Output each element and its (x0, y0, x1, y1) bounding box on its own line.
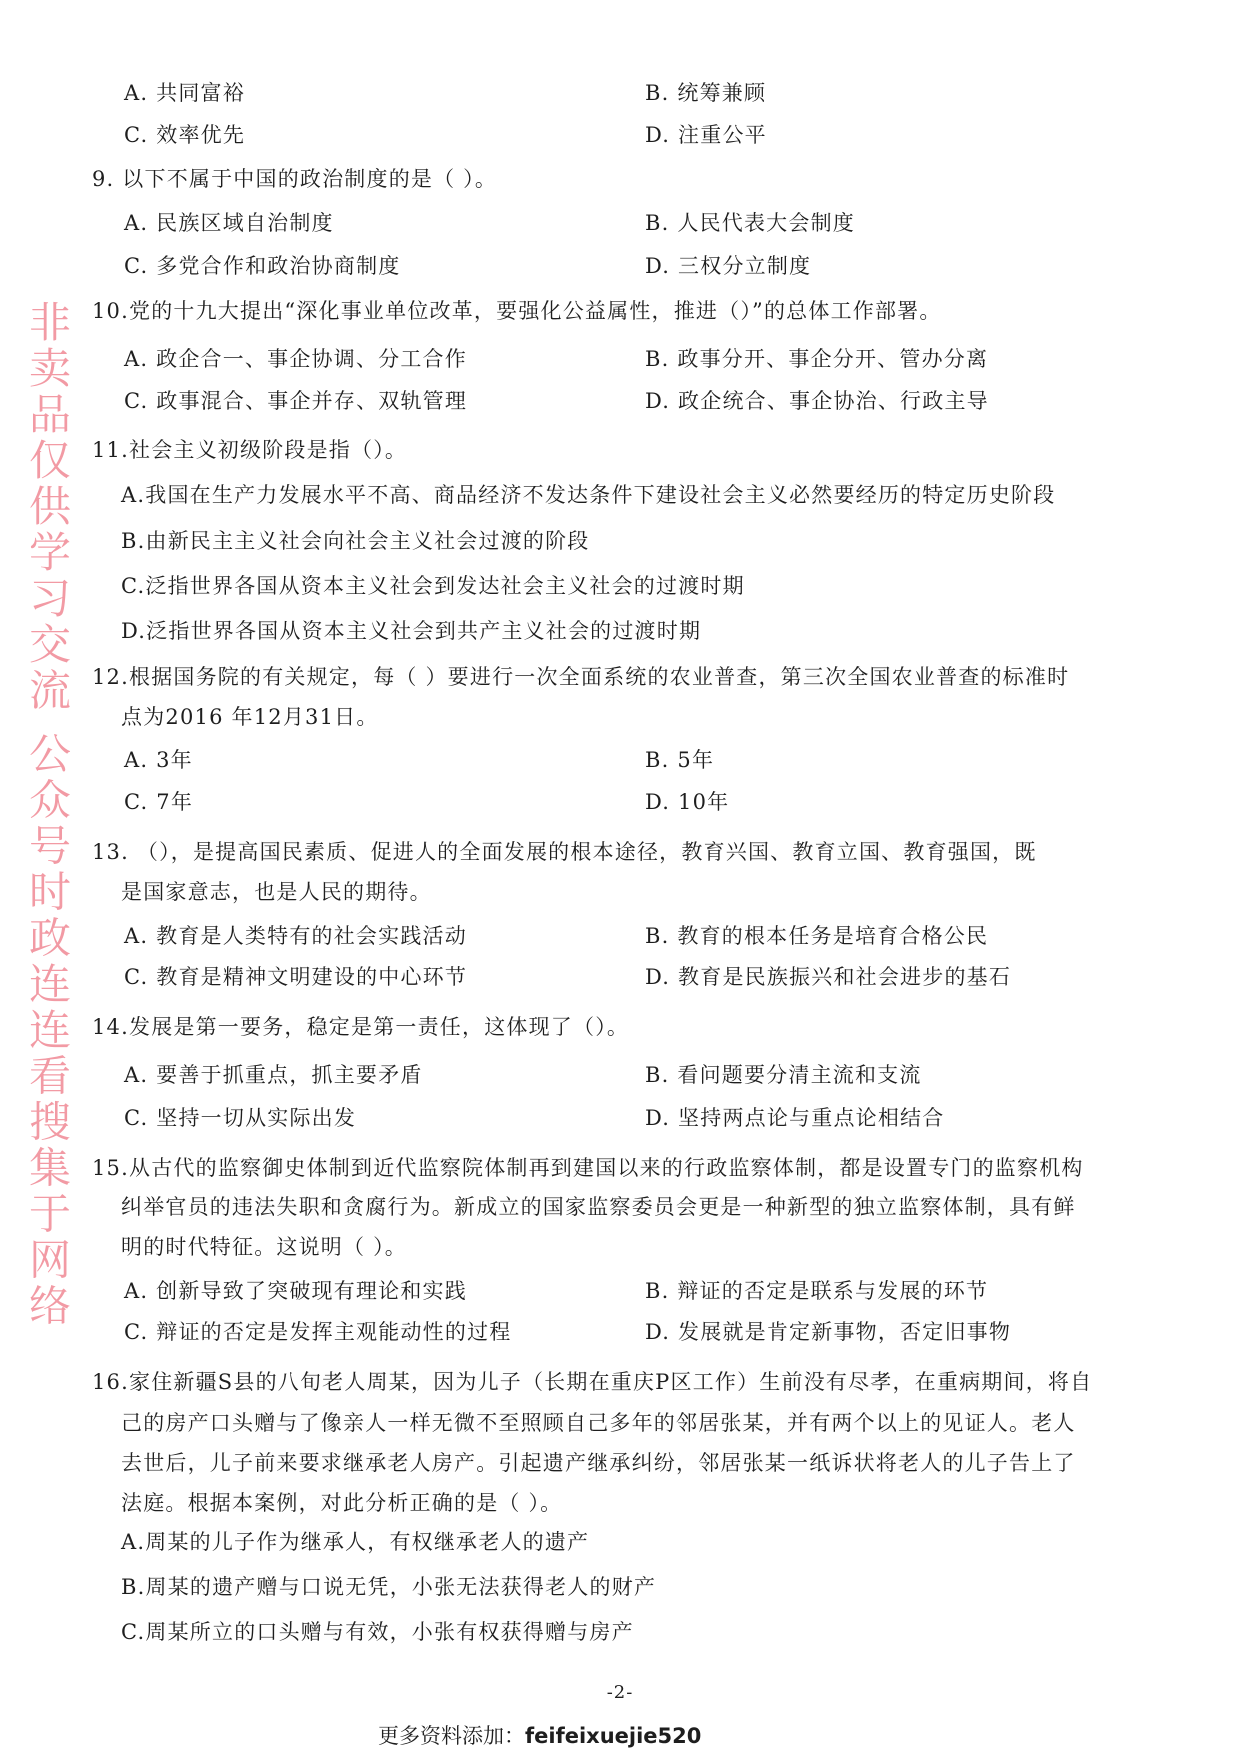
question-stem: 14.发展是第一要务，稳定是第一责任，这体现了（）。 (92, 1015, 630, 1039)
option-b: B. 政事分开、事企分开、管办分离 (645, 347, 989, 371)
option-d: D. 政企统合、事企协治、行政主导 (645, 389, 989, 413)
option-a: A. 政企合一、事企协调、分工合作 (124, 347, 467, 371)
option-d: D. 坚持两点论与重点论相结合 (645, 1106, 945, 1130)
option-d: D. 发展就是肯定新事物，否定旧事物 (645, 1320, 1012, 1344)
question-stem-line: 13. （），是提高国民素质、促进人的全面发展的根本途径，教育兴国、教育立国、教育强国，既 (92, 840, 1037, 864)
option-a: A. 共同富裕 (124, 81, 245, 105)
option-b: B. 人民代表大会制度 (645, 211, 855, 235)
option-a: A. 3年 (124, 748, 193, 772)
option-c: C. 坚持一切从实际出发 (124, 1106, 357, 1130)
question-stem-line: 纠举官员的违法失职和贪腐行为。新成立的国家监察委员会更是一种新型的独立监察体制，具有鲜 (121, 1195, 1076, 1219)
option-a: A. 民族区域自治制度 (124, 211, 334, 235)
option-c: C. 教育是精神文明建设的中心环节 (124, 965, 468, 989)
footer-label: 更多资料添加： (378, 1724, 525, 1748)
option-a: A. 要善于抓重点，抓主要矛盾 (124, 1063, 423, 1087)
option-c: C. 多党合作和政治协商制度 (124, 254, 401, 278)
question-stem-line: 12.根据国务院的有关规定，每（ ）要进行一次全面系统的农业普查，第三次全国农业普查的标准时 (92, 665, 1070, 689)
option-b: B. 看问题要分清主流和支流 (645, 1063, 922, 1087)
option-b: B. 教育的根本任务是培育合格公民 (645, 924, 989, 948)
question-stem: 9. 以下不属于中国的政治制度的是（ ）。 (92, 167, 498, 191)
option-d: D. 三权分立制度 (645, 254, 812, 278)
option-b: B. 统筹兼顾 (645, 81, 767, 105)
option-c: C. 效率优先 (124, 123, 246, 147)
option-d: D. 教育是民族振兴和社会进步的基石 (645, 965, 1012, 989)
option-d: D.泛指世界各国从资本主义社会到共产主义社会的过渡时期 (121, 619, 702, 643)
option-a: A.我国在生产力发展水平不高、商品经济不发达条件下建设社会主义必然要经历的特定历史阶段 (121, 483, 1056, 507)
question-stem-line: 16.家住新疆S县的八旬老人周某，因为儿子（长期在重庆P区工作）生前没有尽孝，在重病期间，将自 (92, 1370, 1093, 1394)
option-c: C. 政事混合、事企并存、双轨管理 (124, 389, 468, 413)
option-a: A. 教育是人类特有的社会实践活动 (124, 924, 467, 948)
question-stem-line: 法庭。根据本案例，对此分析正确的是（ ）。 (121, 1491, 563, 1515)
option-c: C. 辩证的否定是发挥主观能动性的过程 (124, 1320, 512, 1344)
option-d: D. 注重公平 (645, 123, 767, 147)
footer-contact: feifeixuejie520 (525, 1724, 702, 1748)
question-stem-line: 明的时代特征。这说明（ ）。 (121, 1235, 407, 1259)
watermark: 非卖品仅供学习交流 公众号时政连连看搜集于网络 (23, 300, 72, 1330)
footer-note (378, 1720, 701, 1750)
option-b: B. 辩证的否定是联系与发展的环节 (645, 1279, 989, 1303)
option-b: B.由新民主主义社会向社会主义社会过渡的阶段 (121, 529, 590, 553)
option-d: D. 10年 (645, 790, 730, 814)
question-stem: 10.党的十九大提出“深化事业单位改革，要强化公益属性，推进（）”的总体工作部署。 (92, 299, 942, 323)
question-stem-line: 去世后，儿子前来要求继承老人房产。引起遗产继承纠纷，邻居张某一纸诉状将老人的儿子告上了 (121, 1451, 1076, 1475)
option-c: C.泛指世界各国从资本主义社会到发达社会主义社会的过渡时期 (121, 574, 745, 598)
option-c: C.周某所立的口头赠与有效，小张有权获得赠与房产 (121, 1620, 634, 1644)
option-b: B. 5年 (645, 748, 715, 772)
option-b: B.周某的遗产赠与口说无凭，小张无法获得老人的财产 (121, 1575, 657, 1599)
option-c: C. 7年 (124, 790, 194, 814)
question-stem: 11.社会主义初级阶段是指（）。 (92, 438, 408, 462)
question-stem-line: 点为2016 年12月31日。 (121, 705, 379, 729)
option-a: A. 创新导致了突破现有理论和实践 (124, 1279, 467, 1303)
question-stem-line: 是国家意志，也是人民的期待。 (121, 880, 432, 904)
question-stem-line: 15.从古代的监察御史体制到近代监察院体制再到建国以来的行政监察体制，都是设置专门的监察机构 (92, 1156, 1084, 1180)
page-number: -2- (606, 1682, 634, 1703)
question-stem-line: 己的房产口头赠与了像亲人一样无微不至照顾自己多年的邻居张某，并有两个以上的见证人。老人 (121, 1411, 1076, 1435)
option-a: A.周某的儿子作为继承人，有权继承老人的遗产 (121, 1530, 590, 1554)
